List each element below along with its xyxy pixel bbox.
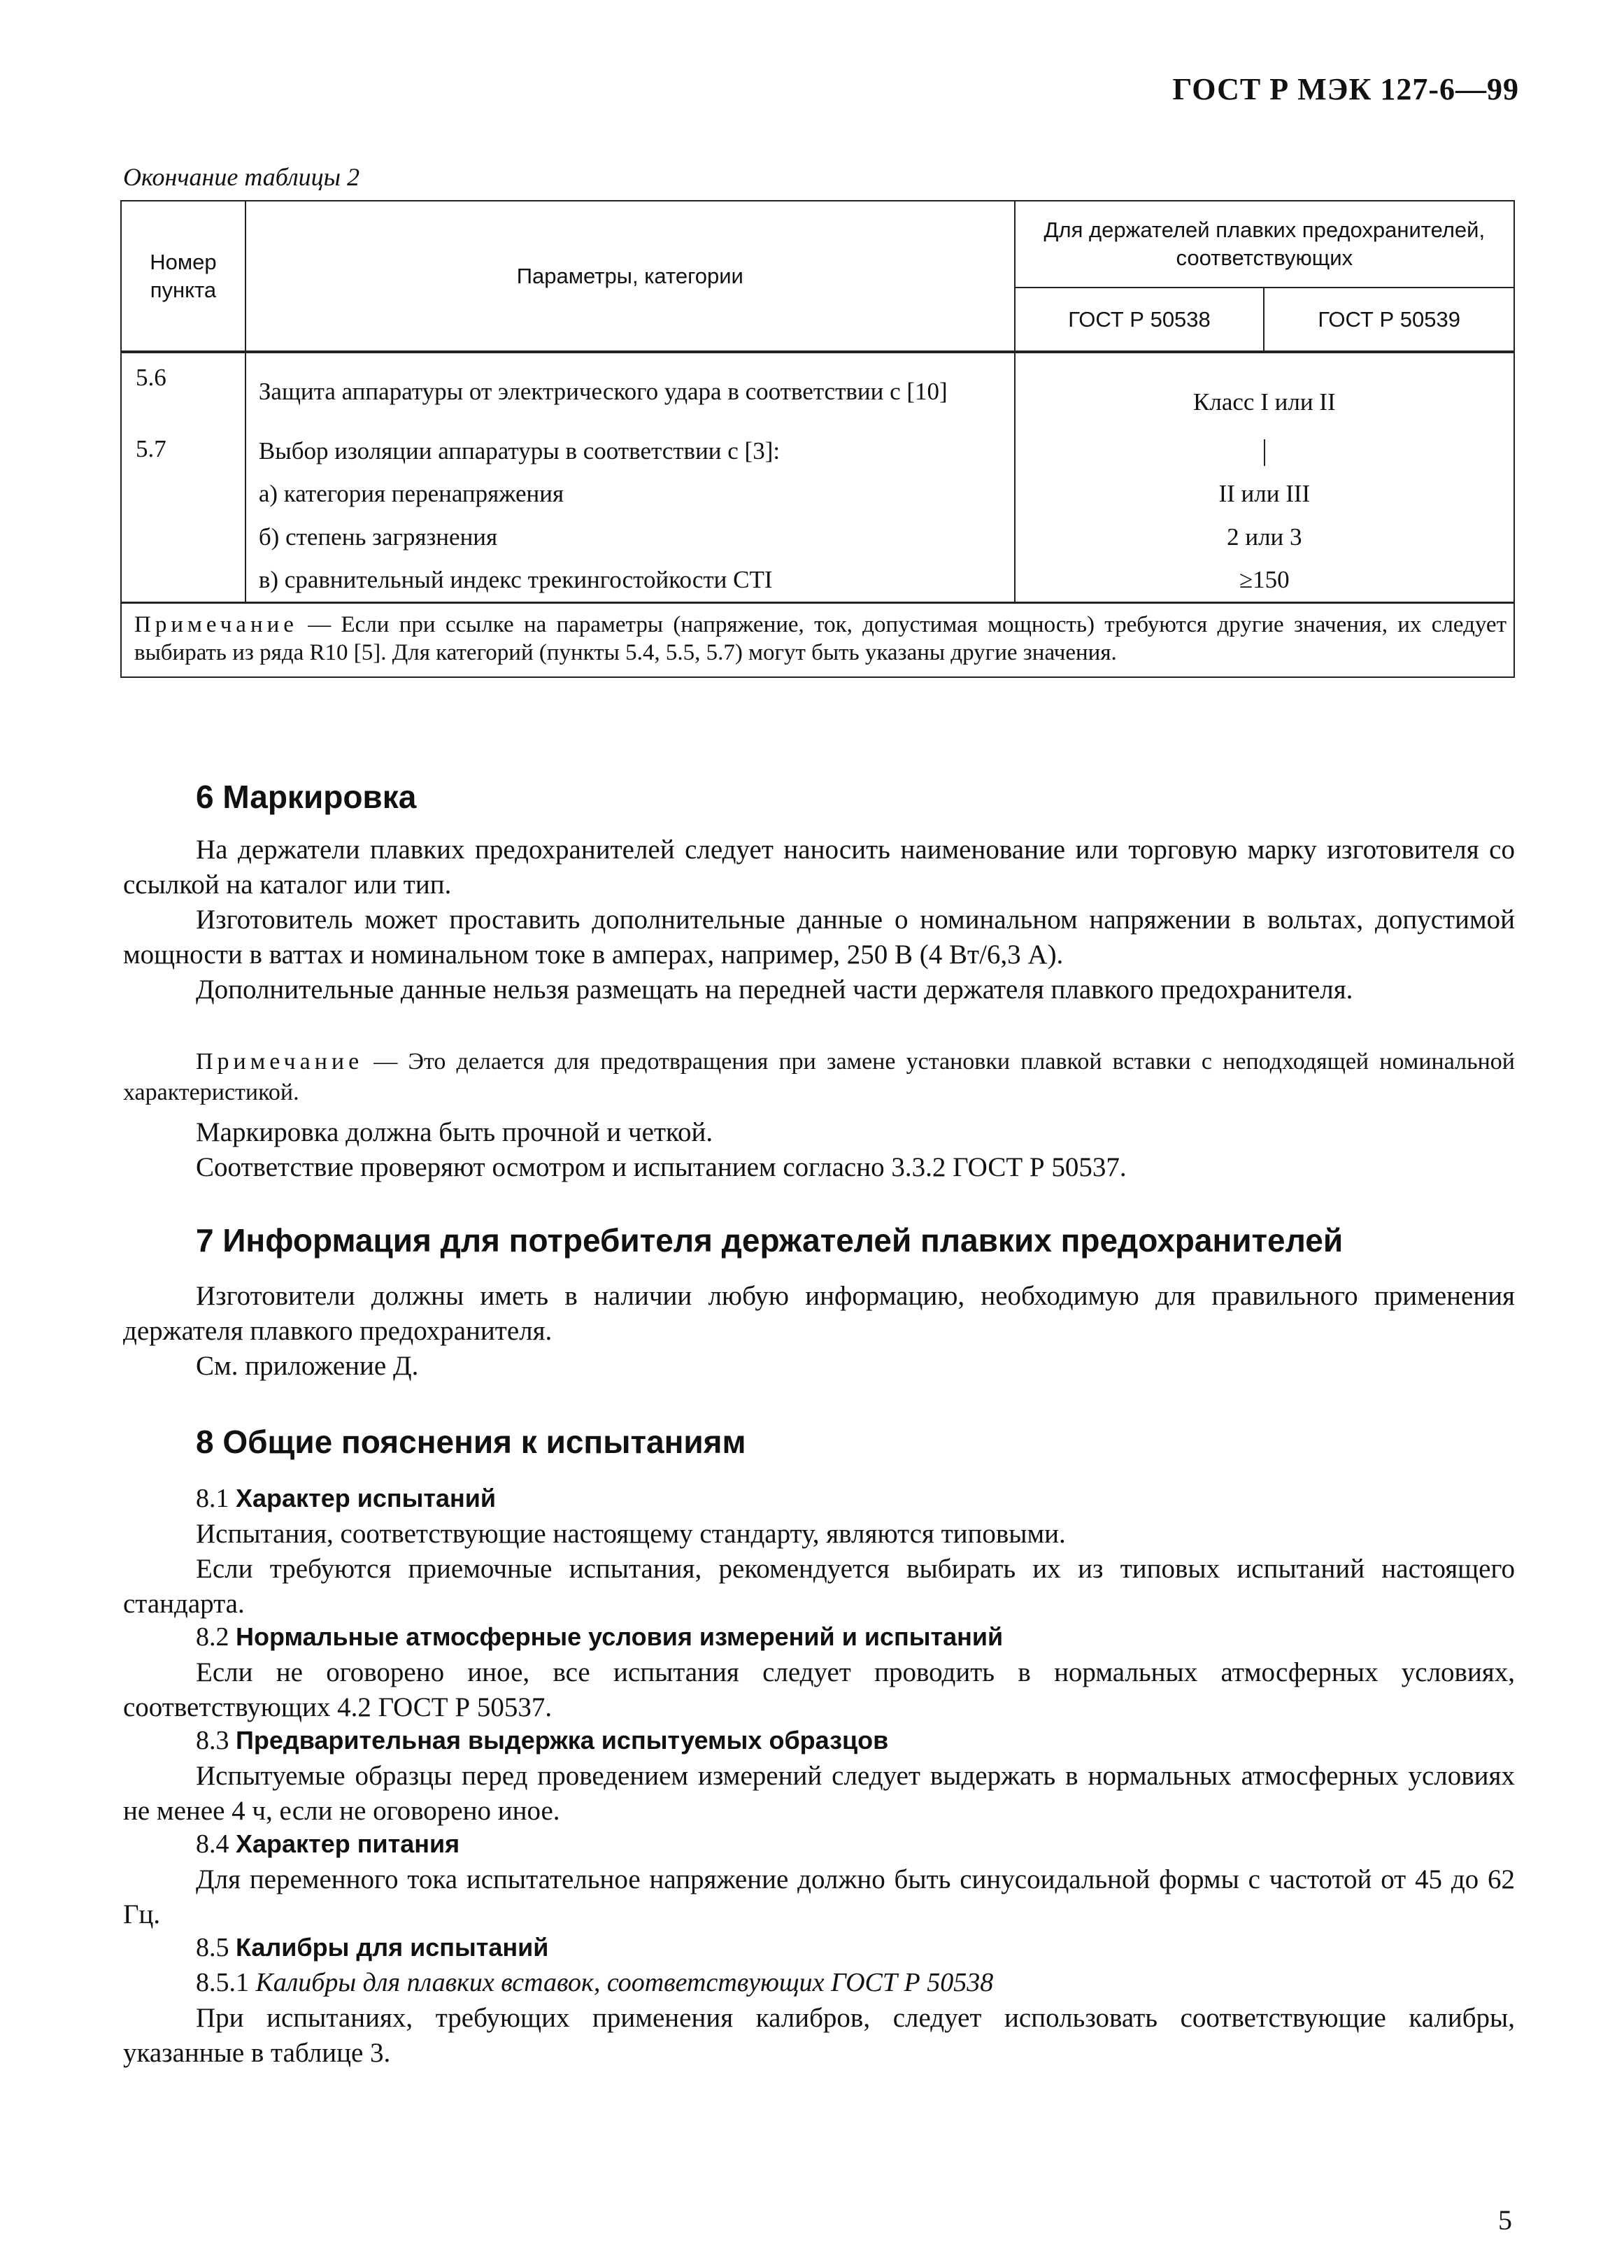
subsection-title: Калибры для плавких вставок, соответствующих ГОСТ Р 50538 xyxy=(255,1968,994,1997)
table-caption: Окончание таблицы 2 xyxy=(123,163,360,191)
subsection-paragraph: Испытания, соответствующие настоящему стандарту, являются типовыми. xyxy=(196,1519,1066,1549)
standard-code-header: ГОСТ Р МЭК 127-6—99 xyxy=(1172,72,1519,106)
note-label: Примечание xyxy=(196,1049,364,1075)
bracket-line xyxy=(1264,439,1265,466)
note-label: Примечание xyxy=(134,611,298,637)
section-6-paragraph: Соответствие проверяют осмотром и испытанием согласно 3.3.2 ГОСТ Р 50537. xyxy=(196,1152,1127,1182)
parameters-table xyxy=(120,200,1515,678)
page-number: 5 xyxy=(1498,2204,1512,2236)
row-value-connector xyxy=(1015,430,1514,472)
subsection-number: 8.3 xyxy=(196,1726,229,1755)
section-8-heading: 8 Общие пояснения к испытаниям xyxy=(196,1424,746,1460)
column-header-params: Параметры, категории xyxy=(245,201,1015,352)
note-text: — Это делается для предотвращения при замене установки плавкой вставки с неподходящей номинальной характеристикой. xyxy=(123,1049,1515,1105)
section-7-heading: 7 Информация для потребителя держателей плавких предохранителей xyxy=(196,1222,1344,1259)
row-value: Класс I или II xyxy=(1015,352,1514,430)
row-value: 2 или 3 xyxy=(1015,516,1514,559)
row-number: 5.6 xyxy=(121,352,245,430)
table-note xyxy=(121,602,1514,677)
subsection-paragraph: Если требуются приемочные испытания, рекомендуется выбирать их из типовых испытаний настоящего стандарта. xyxy=(123,1554,1515,1619)
subsection-number: 8.2 xyxy=(196,1622,229,1652)
section-6-paragraph: Дополнительные данные нельзя размещать на передней части держателя плавкого предохранителя. xyxy=(196,974,1353,1005)
subsection-number: 8.5.1 xyxy=(196,1968,249,1997)
section-6-paragraph: Изготовитель может проставить дополнительные данные о номинальном напряжении в вольтах, допустимой мощности в ваттах и номинальном токе в амперах, например, 250 В (4 Вт/6,3 А). xyxy=(123,905,1515,970)
section-6-paragraph: На держатели плавких предохранителей следует наносить наименование или торговую марку изготовителя со ссылкой на каталог или тип. xyxy=(123,835,1515,900)
subsection-title: Характер питания xyxy=(236,1829,460,1858)
subsection-title: Характер испытаний xyxy=(236,1484,497,1512)
subsection-paragraph: Для переменного тока испытательное напряжение должно быть синусоидальной формы с частотой от 45 до 62 Гц. xyxy=(123,1864,1515,1929)
row-parameter: Выбор изоляции аппаратуры в соответствии с [3]: xyxy=(245,430,1015,472)
table-note-row xyxy=(121,602,1514,677)
subsection-paragraph: Испытуемые образцы перед проведением измерений следует выдержать в нормальных атмосферных условиях не менее 4 ч, если не оговорено иное. xyxy=(123,1761,1515,1826)
section-6-heading: 6 Маркировка xyxy=(196,779,417,815)
table-row xyxy=(121,516,1514,559)
subsection-8-3-heading xyxy=(196,1725,888,1756)
subsection-title: Калибры для испытаний xyxy=(236,1933,549,1962)
row-parameter: Защита аппаратуры от электрического удара в соответствии с [10] xyxy=(245,352,1015,430)
table-row xyxy=(121,430,1514,472)
subsection-number: 8.4 xyxy=(196,1829,229,1859)
column-header-gost-50539: ГОСТ Р 50539 xyxy=(1264,288,1514,352)
row-value: II или III xyxy=(1015,472,1514,516)
subsection-8-5-heading xyxy=(196,1932,548,1963)
row-number xyxy=(121,516,245,559)
section-7-paragraph: См. приложение Д. xyxy=(196,1351,419,1381)
subsection-number: 8.1 xyxy=(196,1484,229,1513)
subsection-8-2-heading xyxy=(196,1622,1003,1652)
subsection-8-4-heading xyxy=(196,1829,460,1859)
table-row xyxy=(121,352,1514,430)
row-number: 5.7 xyxy=(121,430,245,472)
row-parameter: а) категория перенапряжения xyxy=(245,472,1015,516)
row-parameter: б) степень загрязнения xyxy=(245,516,1015,559)
subsection-title: Нормальные атмосферные условия измерений и испытаний xyxy=(236,1622,1004,1651)
table-row xyxy=(121,472,1514,516)
row-value: ≥150 xyxy=(1015,559,1514,602)
subsection-8-5-1-heading xyxy=(196,1967,993,1998)
section-6-paragraph: Маркировка должна быть прочной и четкой. xyxy=(196,1117,713,1147)
note-text: — Если при ссылке на параметры (напряжение, ток, допустимая мощность) требуются другие значения, их следует выбирать из ряда R10 [5]. Для категорий (пункты 5.4, 5.5, 5.7) могут быть указаны другие значения. xyxy=(134,611,1507,665)
subsection-number: 8.5 xyxy=(196,1933,229,1962)
row-parameter: в) сравнительный индекс трекингостойкости CTI xyxy=(245,559,1015,602)
subsection-paragraph: Если не оговорено иное, все испытания следует проводить в нормальных атмосферных условиях, соответствующих 4.2 ГОСТ Р 50537. xyxy=(123,1657,1515,1722)
row-number xyxy=(121,559,245,602)
section-7-paragraph: Изготовители должны иметь в наличии любую информацию, необходимую для правильного применения держателя плавкого предохранителя. xyxy=(123,1281,1515,1346)
section-6-note xyxy=(123,1047,1515,1108)
column-header-gost-50538: ГОСТ Р 50538 xyxy=(1015,288,1265,352)
column-header-number: Номер пункта xyxy=(121,201,245,352)
subsection-8-1-heading xyxy=(196,1483,496,1514)
subsection-title: Предварительная выдержка испытуемых образцов xyxy=(236,1726,889,1755)
table-row xyxy=(121,559,1514,602)
column-header-group: Для держателей плавких предохранителей, соответствующих xyxy=(1015,201,1514,288)
subsection-paragraph: При испытаниях, требующих применения калибров, следует использовать соответствующие калибры, указанные в таблице 3. xyxy=(123,2003,1515,2068)
table-header-row xyxy=(121,201,1514,288)
row-number xyxy=(121,472,245,516)
